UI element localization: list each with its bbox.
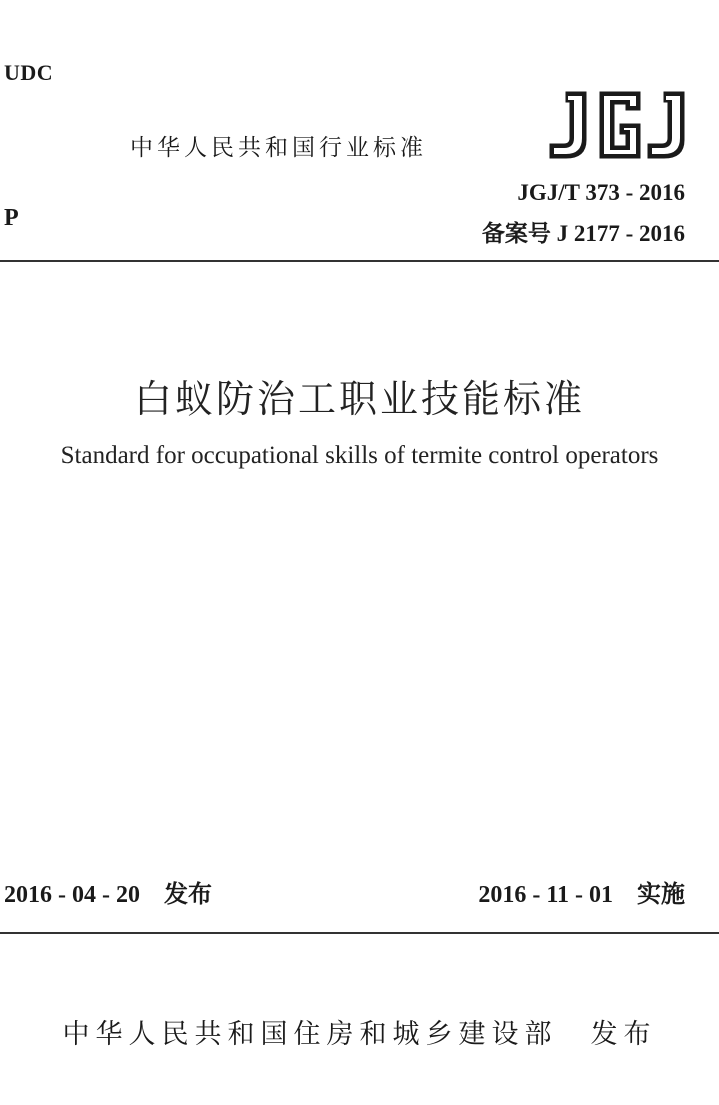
jgj-logo [544,88,690,162]
implementation-date: 2016 - 11 - 01 实施 [478,882,685,908]
industry-standard-heading: 中华人民共和国行业标准 [130,135,427,161]
standard-code: JGJ/T 373 - 2016 [517,180,685,205]
record-number: 备案号 J 2177 - 2016 [481,221,685,246]
bottom-divider [0,932,719,934]
title-english: Standard for occupational skills of termite control operators [60,442,659,469]
publisher: 中华人民共和国住房和城乡建设部 发布 [62,1019,657,1050]
title-chinese: 白蚁防治工职业技能标准 [133,377,585,421]
classification-code: P [4,205,19,231]
issue-date: 2016 - 04 - 20 发布 [4,882,212,908]
top-divider [0,260,719,262]
udc-label: UDC [4,60,54,85]
